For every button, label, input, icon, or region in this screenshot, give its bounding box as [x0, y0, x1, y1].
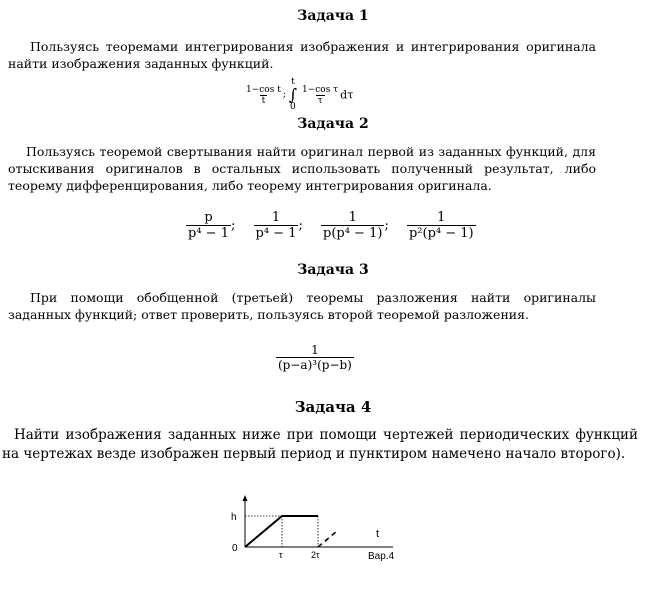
task1-integral [289, 78, 297, 112]
t-axis-label: t [376, 528, 380, 540]
task4-heading: Задача 4 [294, 398, 372, 416]
origin-label: 0 [232, 543, 238, 554]
task2-formula-4 [407, 210, 476, 241]
task1-fraction-1 [244, 85, 283, 106]
first-period-curve [245, 516, 318, 547]
task2-separator-2: ; [298, 218, 303, 233]
task1-heading: Задача 1 [297, 8, 369, 24]
task2-heading: Задача 2 [297, 116, 369, 132]
task3-denominator: (p−a)³(p−b) [278, 358, 352, 372]
task3-heading: Задача 3 [297, 262, 369, 278]
task1-fraction-2-numerator: 1−cos τ [301, 84, 339, 95]
task1-fraction-2-denominator: τ [317, 95, 323, 106]
task2-formula-1 [186, 210, 235, 241]
task1-dtau: dτ [340, 88, 354, 102]
second-period-start [318, 531, 337, 547]
task3-numerator: 1 [311, 343, 319, 357]
task2-formula-4-denominator: p²(p⁴ − 1) [408, 226, 474, 241]
task4-text: Найти изображения заданных ниже при помощи чертежей периодических функций на чертежах везде изображен первый период и пунктиром намечено начало второго). [2, 427, 638, 462]
task2-formula-1-numerator: p [204, 210, 213, 225]
task2-separator-1: ; [230, 218, 236, 233]
task2-formula-3-numerator: 1 [348, 210, 357, 225]
task1-fraction-2 [300, 85, 340, 106]
task1-separator: ; [282, 90, 286, 100]
task1-text: Пользуясь теоремами интегрирования изображения и интегрирования оригинала найти изображения заданных функций. [8, 39, 596, 71]
graph-caption: Вар.4 [368, 551, 395, 562]
task2-formula-3-denominator: p(p⁴ − 1) [323, 226, 383, 241]
task4-graph [225, 495, 415, 575]
task2-formula-2-numerator: 1 [271, 210, 281, 225]
task2-formula-4-numerator: 1 [437, 210, 446, 225]
task1-integral-lower: 0 [290, 102, 296, 112]
task2-formulas [186, 210, 490, 241]
y-label: h [231, 512, 237, 523]
task2-formula-1-denominator: p⁴ − 1 [188, 226, 229, 241]
task1-fraction-1-numerator: 1−cos t [246, 84, 281, 95]
y-axis-arrow-icon [243, 495, 248, 501]
task2-formula-3 [321, 210, 389, 241]
two-tau-tick-label: 2τ [311, 550, 320, 560]
task2-formula-2-denominator: p⁴ − 1 [255, 226, 297, 241]
task1-fraction-1-denominator: t [261, 95, 266, 106]
task1-integral-upper: t [291, 77, 295, 87]
task3-text: При помощи обобщенной (третьей) теоремы разложения найти оригиналы заданных функций; ответ проверить, пользуясь второй теоремой разложения. [8, 290, 596, 322]
task2-separator-3: ; [384, 218, 389, 233]
task1-formula [244, 78, 353, 112]
task2-formula-2 [254, 210, 303, 241]
task2-text: Пользуясь теоремой свертывания найти оригинал первой из заданных функций, для отыскивания оригиналов в остальных использовать полученный результат, либо теорему дифференцирования, либо теорему интегрирования оригинала. [8, 144, 596, 193]
task1-integral-sign: ∫ [288, 85, 298, 104]
tau-tick-label: τ [279, 550, 283, 560]
task3-formula [276, 343, 354, 372]
